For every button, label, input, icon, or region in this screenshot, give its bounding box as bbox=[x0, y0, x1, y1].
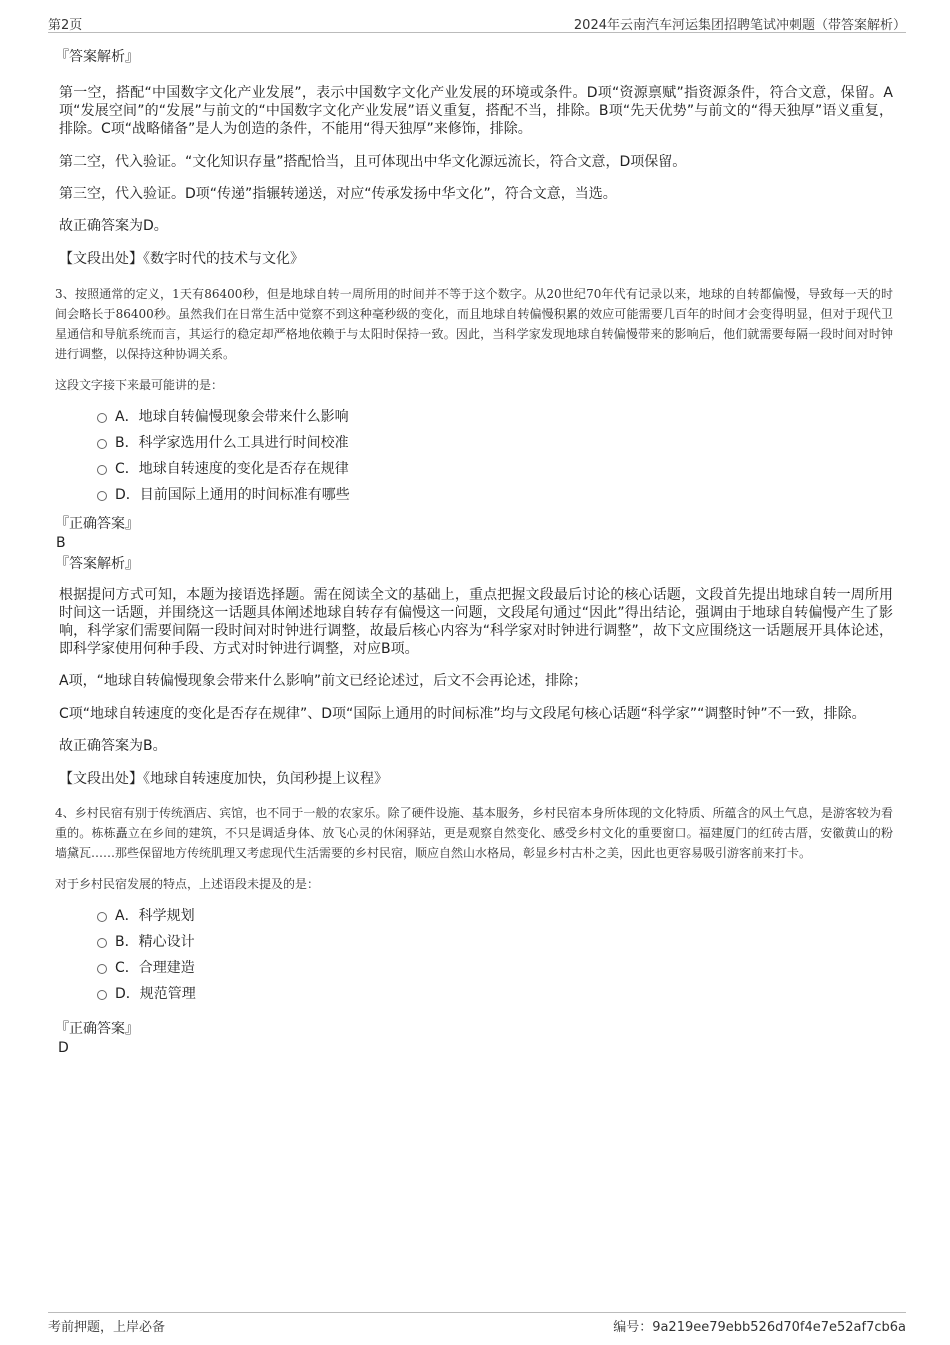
option-c[interactable] bbox=[55, 955, 893, 981]
option-c[interactable] bbox=[55, 456, 893, 482]
page-header bbox=[48, 14, 906, 33]
option-a[interactable] bbox=[55, 404, 893, 430]
option-b[interactable] bbox=[55, 430, 893, 456]
analysis-label: 『答案解析』 bbox=[55, 556, 139, 572]
answer-label: 『正确答案』 bbox=[55, 1021, 139, 1037]
analysis-conclusion: 故正确答案为D。 bbox=[59, 218, 168, 234]
radio-icon[interactable] bbox=[97, 439, 107, 449]
option-b[interactable] bbox=[55, 929, 893, 955]
radio-icon[interactable] bbox=[97, 491, 107, 501]
analysis-paragraph: 第一空，搭配“中国数字文化产业发展”，表示中国数字文化产业发展的环境或条件。D项“资源禀赋”指资源条件，符合文意，保留。A项“发展空间”的“发展”与前文的“中国数字文化产业发展”语义重复，搭配不当，排除。B项“先天优势”与前文的“得天独厚”语义重复，排除。C项“战略储备”是人为创造的条件，不能用“得天独厚”来修饰，排除。 bbox=[59, 85, 893, 137]
option-label: C．地球自转速度的变化是否存在规律 bbox=[115, 461, 349, 477]
option-list bbox=[55, 903, 893, 1007]
option-label: B．科学家选用什么工具进行时间校准 bbox=[115, 435, 349, 451]
page-number: 第2页 bbox=[48, 18, 83, 33]
answer-value: B bbox=[56, 535, 66, 551]
analysis-paragraph: 第三空，代入验证。D项“传递”指辗转递送，对应“传承发扬中华文化”，符合文意，当选。 bbox=[59, 186, 617, 202]
analysis-paragraph: A项，“地球自转偏慢现象会带来什么影响”前文已经论述过，后文不会再论述，排除； bbox=[59, 673, 588, 689]
option-a[interactable] bbox=[55, 903, 893, 929]
footer-slogan: 考前押题，上岸必备 bbox=[48, 1320, 166, 1335]
analysis-conclusion: 故正确答案为B。 bbox=[59, 738, 167, 754]
option-label: C．合理建造 bbox=[115, 960, 195, 976]
document-id: 编号：9a219ee79ebb526d70f4e7e52af7cb6a bbox=[613, 1320, 906, 1335]
question-prompt: 这段文字接下来最可能讲的是： bbox=[55, 378, 224, 392]
source-citation: 【文段出处】《地球自转速度加快，负闰秒提上议程》 bbox=[59, 771, 388, 787]
radio-icon[interactable] bbox=[97, 413, 107, 423]
analysis-paragraph: C项“地球自转速度的变化是否存在规律”、D项“国际上通用的时间标准”均与文段尾句核心话题“科学家”“调整时钟”不一致，排除。 bbox=[59, 706, 866, 722]
analysis-paragraph: 第二空，代入验证。“文化知识存量”搭配恰当，且可体现出中华文化源远流长，符合文意，D项保留。 bbox=[59, 154, 687, 170]
answer-value: D bbox=[58, 1040, 69, 1056]
analysis-label: 『答案解析』 bbox=[55, 49, 139, 65]
answer-label: 『正确答案』 bbox=[55, 516, 139, 532]
option-label: B．精心设计 bbox=[115, 934, 195, 950]
radio-icon[interactable] bbox=[97, 912, 107, 922]
question-stem: 3、按照通常的定义，1天有86400秒，但是地球自转一周所用的时间并不等于这个数字。从20世纪70年代有记录以来，地球的自转都偏慢，导致每一天的时间会略长于86400秒。虽然我们在日常生活中觉察不到这种毫秒级的变化，而且地球自转偏慢积累的效应可能需要几百年的时间才会变得明显，但对于现代卫星通信和导航系统而言，其运行的稳定却严格地依赖于与太阳时保持一致。因此，当科学家发现地球自转偏慢带来的影响后，他们就需要每隔一段时间对时钟进行调整，以保持这种协调关系。 bbox=[55, 287, 893, 361]
option-label: A．地球自转偏慢现象会带来什么影响 bbox=[115, 409, 349, 425]
option-d[interactable] bbox=[55, 981, 893, 1007]
analysis-paragraph: 根据提问方式可知，本题为接语选择题。需在阅读全文的基础上，重点把握文段最后讨论的核心话题，文段首先提出地球自转一周所用时间这一话题，并围绕这一话题具体阐述地球自转存有偏慢这一问题，文段尾句通过“因此”得出结论，强调由于地球自转偏慢产生了影响，科学家们需要间隔一段时间对时钟进行调整，故最后核心内容为“科学家对时钟进行调整”，故下文应围绕这一话题展开具体论述，即科学家使用何种手段、方式对时钟进行调整，对应B项。 bbox=[59, 587, 893, 657]
option-label: D．规范管理 bbox=[115, 986, 196, 1002]
option-d[interactable] bbox=[55, 482, 893, 508]
option-label: A．科学规划 bbox=[115, 908, 195, 924]
question-prompt: 对于乡村民宿发展的特点，上述语段未提及的是： bbox=[55, 877, 320, 891]
question-stem: 4、乡村民宿有别于传统酒店、宾馆，也不同于一般的农家乐。除了硬件设施、基本服务，乡村民宿本身所体现的文化特质、所蕴含的风土气息，是游客较为看重的。栋栋矗立在乡间的建筑，不只是调适身体、放飞心灵的休闲驿站，更是观察自然变化、感受乡村文化的重要窗口。福建厦门的红砖古厝，安徽黄山的粉墙黛瓦……那些保留地方传统肌理又考虑现代生活需要的乡村民宿，顺应自然山水格局，彰显乡村古朴之美，因此也更容易吸引游客前来打卡。 bbox=[55, 806, 893, 860]
option-label: D．目前国际上通用的时间标准有哪些 bbox=[115, 487, 350, 503]
radio-icon[interactable] bbox=[97, 990, 107, 1000]
source-citation: 【文段出处】《数字时代的技术与文化》 bbox=[59, 251, 304, 267]
document-title: 2024年云南汽车河运集团招聘笔试冲刺题（带答案解析） bbox=[573, 18, 906, 33]
radio-icon[interactable] bbox=[97, 938, 107, 948]
option-list bbox=[55, 404, 893, 508]
radio-icon[interactable] bbox=[97, 964, 107, 974]
radio-icon[interactable] bbox=[97, 465, 107, 475]
page-footer bbox=[48, 1312, 906, 1337]
document-body bbox=[55, 44, 893, 1057]
